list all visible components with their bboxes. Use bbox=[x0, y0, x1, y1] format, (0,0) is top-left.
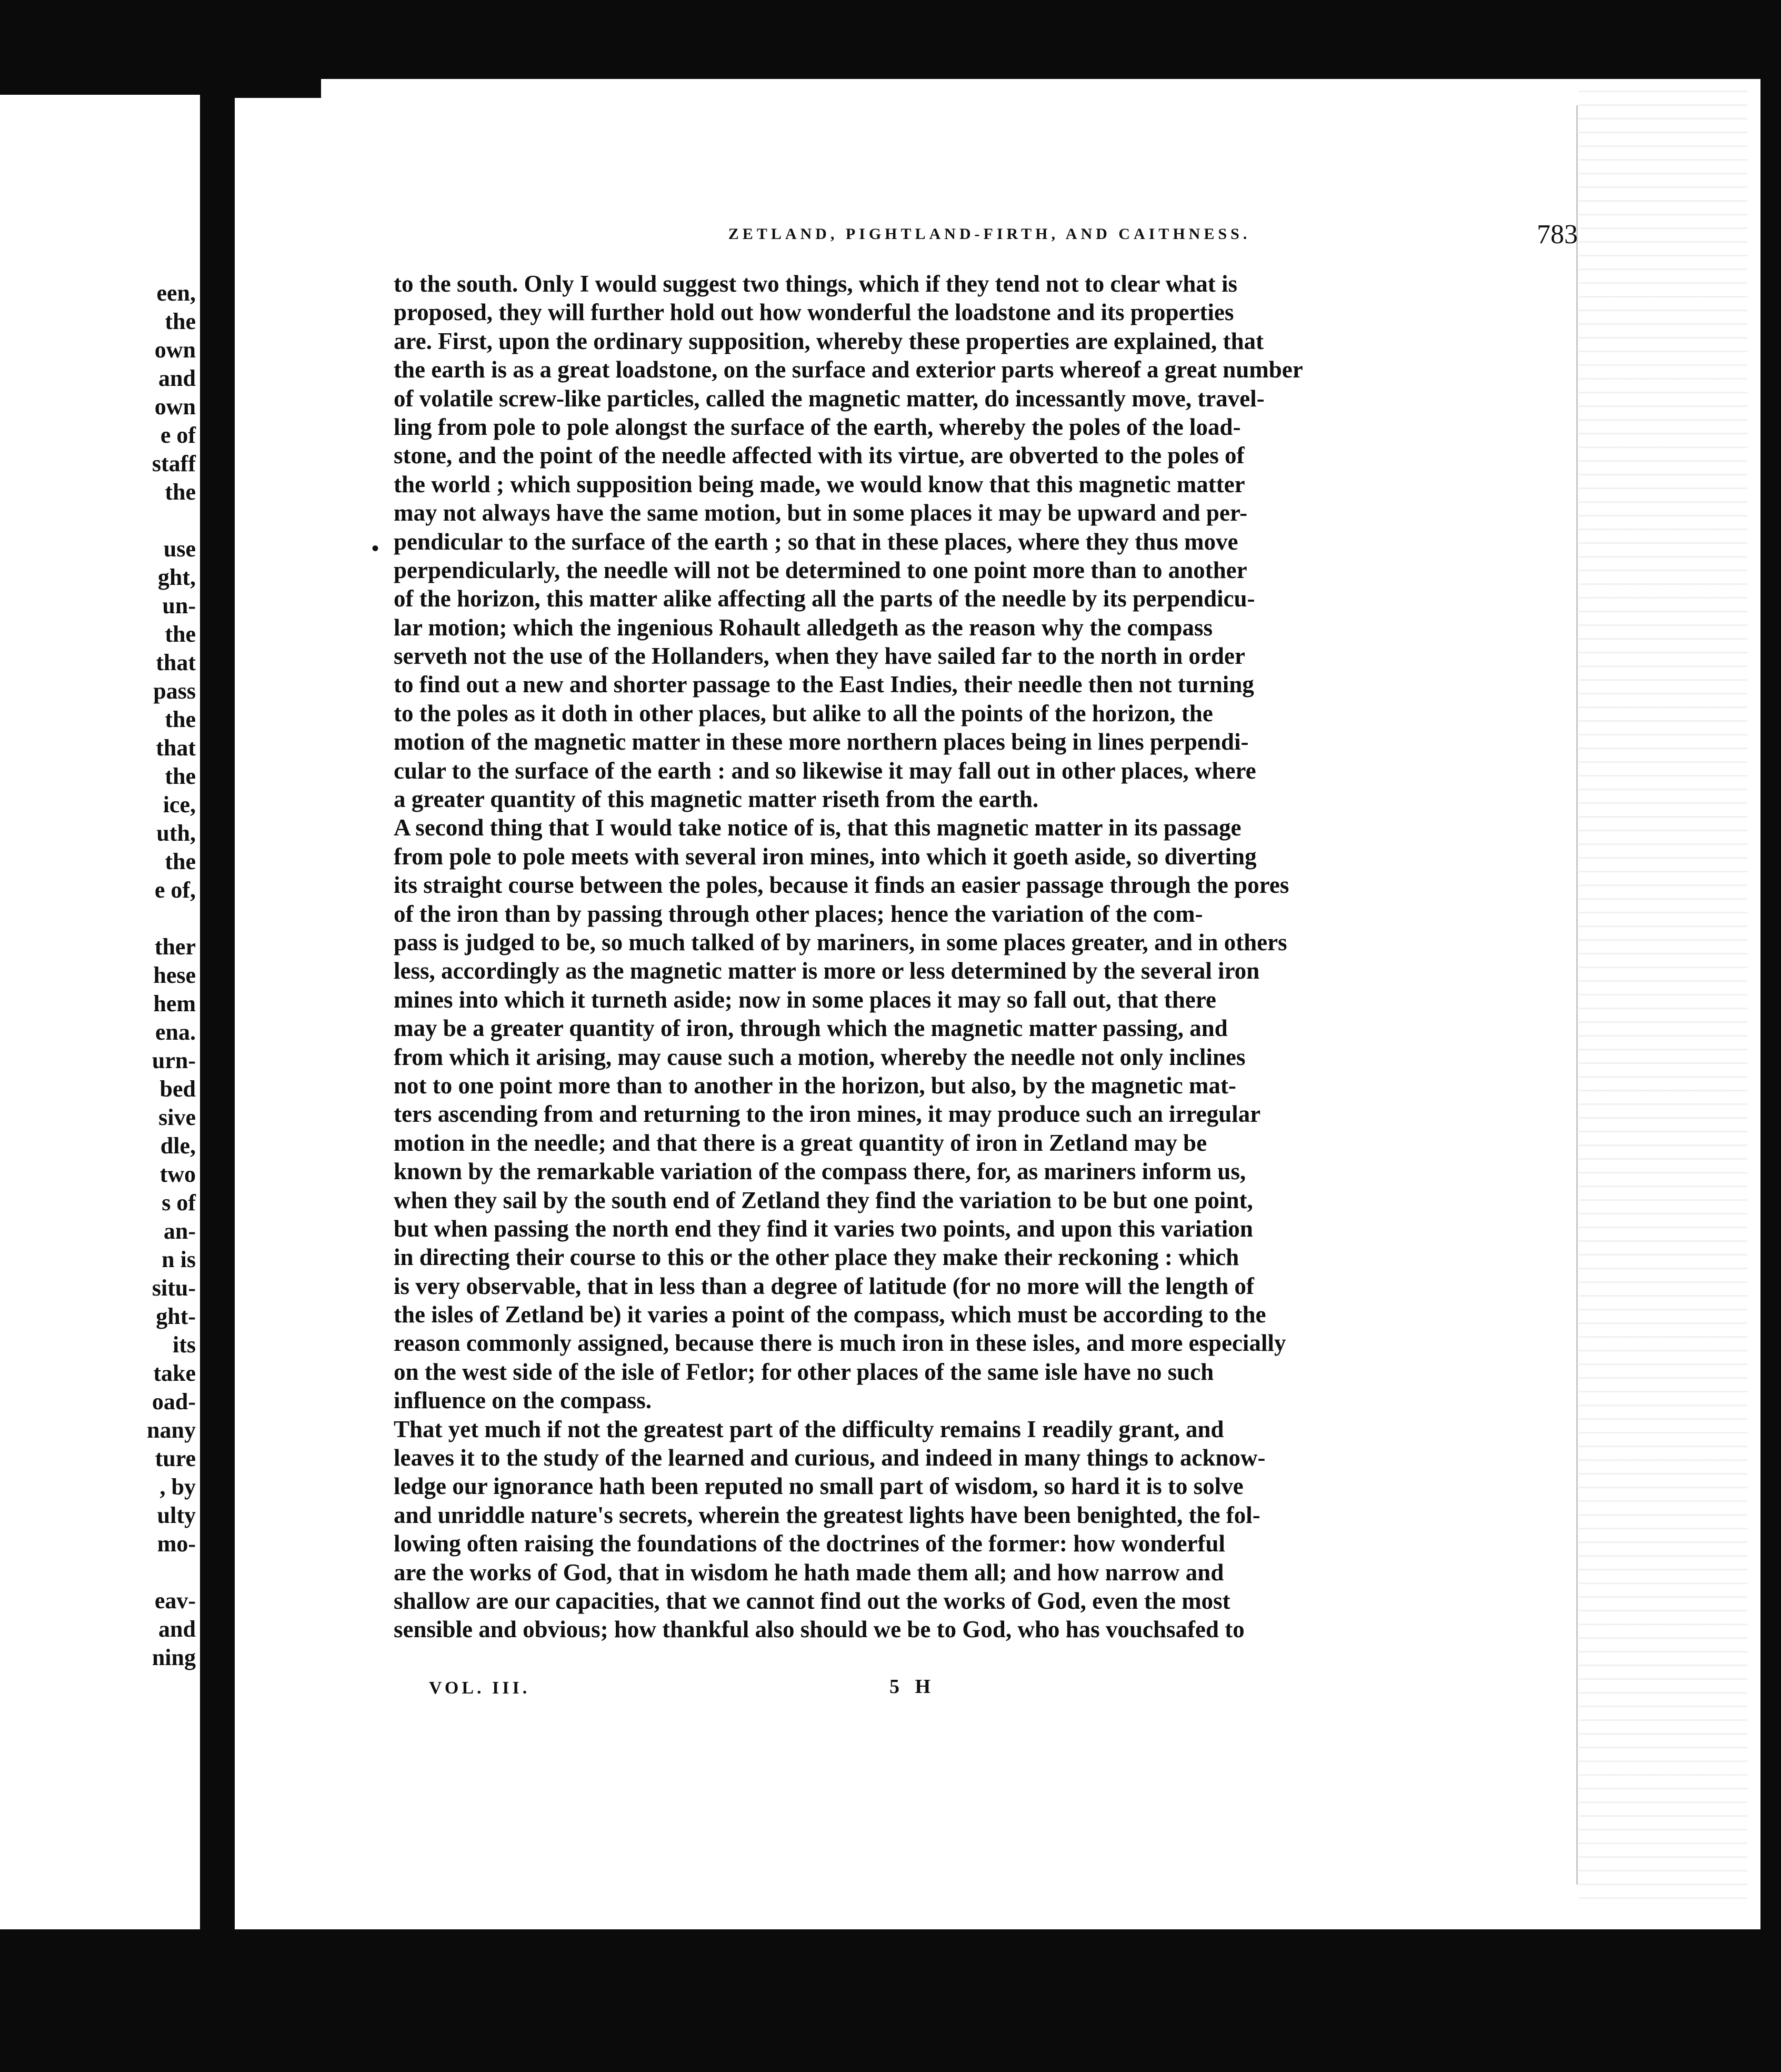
left-line-fragment: dle, bbox=[160, 1133, 196, 1159]
text-line: the isles of Zetland be) it varies a point of the compass, which must be according to the bbox=[394, 1301, 1266, 1328]
text-line: motion in the needle; and that there is a great quantity of iron in Zetland may be bbox=[394, 1129, 1207, 1156]
left-line-fragment: ght, bbox=[157, 564, 196, 590]
left-line-fragment: its bbox=[173, 1332, 196, 1358]
left-line-fragment: the bbox=[165, 763, 196, 789]
left-line-fragment: hem bbox=[153, 991, 196, 1017]
left-line-fragment: oad- bbox=[152, 1389, 196, 1414]
left-line-fragment: een, bbox=[156, 280, 196, 306]
text-line: pass is judged to be, so much talked of by mariners, in some places greater, and in others bbox=[394, 929, 1287, 955]
left-line-fragment: the bbox=[165, 706, 196, 732]
text-line: cular to the surface of the earth : and so likewise it may fall out in other places, where bbox=[394, 757, 1256, 784]
left-line-fragment: two bbox=[159, 1161, 196, 1187]
left-line-fragment bbox=[133, 1558, 196, 1587]
left-line-fragment bbox=[133, 506, 196, 535]
text-line: are the works of God, that in wisdom he hath made them all; and how narrow and bbox=[394, 1559, 1224, 1586]
left-line-fragment: an- bbox=[163, 1218, 196, 1244]
text-line: sensible and obvious; how thankful also should we be to God, who has vouchsafed to bbox=[394, 1616, 1245, 1643]
text-line: may not always have the same motion, but in some places it may be upward and per- bbox=[394, 500, 1248, 526]
left-line-fragment: ght- bbox=[156, 1303, 196, 1329]
left-line-fragment: n is bbox=[162, 1247, 196, 1272]
text-line: leaves it to the study of the learned and curious, and indeed in many things to acknow- bbox=[394, 1445, 1266, 1471]
left-line-fragment: situ- bbox=[152, 1275, 196, 1301]
text-line: ters ascending from and returning to the iron mines, it may produce such an irregular bbox=[394, 1101, 1261, 1128]
text-line: on the west side of the isle of Fetlor; for other places of the same isle have no such bbox=[394, 1358, 1214, 1385]
left-line-fragment: that bbox=[156, 735, 196, 761]
left-line-fragment bbox=[133, 904, 196, 933]
text-line: proposed, they will further hold out how wonderful the loadstone and its properties bbox=[394, 299, 1234, 326]
left-line-fragment: ning bbox=[152, 1645, 196, 1670]
left-line-fragment: ena. bbox=[155, 1019, 196, 1045]
left-line-fragment: eav- bbox=[154, 1588, 196, 1613]
footer-volume: VOL. III. bbox=[429, 1678, 531, 1698]
text-line: but when passing the north end they find it varies two points, and upon this variation bbox=[394, 1215, 1253, 1242]
left-line-fragment: urn- bbox=[152, 1048, 196, 1073]
text-line: may be a greater quantity of iron, through which the magnetic matter passing, and bbox=[394, 1015, 1228, 1042]
binding-bar bbox=[216, 79, 235, 1929]
text-line: That yet much if not the greatest part of the difficulty remains I readily grant, and bbox=[394, 1416, 1224, 1442]
text-line: lar motion; which the ingenious Rohault alledgeth as the reason why the compass bbox=[394, 614, 1213, 641]
left-page-fragment bbox=[0, 79, 200, 1929]
text-line: to the poles as it doth in other places, but alike to all the points of the horizon, the bbox=[394, 700, 1213, 726]
text-line: stone, and the point of the needle affected with its virtue, are obverted to the poles of bbox=[394, 442, 1245, 469]
text-line: are. First, upon the ordinary supposition, whereby these properties are explained, that bbox=[394, 327, 1264, 354]
left-line-fragment: e of bbox=[160, 422, 196, 448]
text-line: A second thing that I would take notice of is, that this magnetic matter in its passage bbox=[394, 814, 1242, 841]
left-page-line-endings bbox=[133, 279, 196, 1672]
left-line-fragment: the bbox=[165, 308, 196, 334]
left-line-fragment: take bbox=[153, 1360, 196, 1386]
text-line: of the iron than by passing through other places; hence the variation of the com- bbox=[394, 900, 1203, 927]
text-line: from pole to pole meets with several iron mines, into which it goeth aside, so diverting bbox=[394, 843, 1257, 870]
text-line: lowing often raising the foundations of the doctrines of the former: how wonderful bbox=[394, 1530, 1225, 1557]
left-line-fragment: ture bbox=[155, 1446, 196, 1471]
text-line: pendicular to the surface of the earth ; so that in these places, where they thus move bbox=[394, 528, 1238, 555]
left-line-fragment: un- bbox=[162, 593, 196, 619]
left-line-fragment: the bbox=[165, 621, 196, 647]
text-line: in directing their course to this or the other place they make their reckoning : which bbox=[394, 1244, 1239, 1271]
text-line: a greater quantity of this magnetic matter riseth from the earth. bbox=[394, 786, 1039, 813]
left-line-fragment: that bbox=[156, 650, 196, 675]
left-line-fragment: sive bbox=[158, 1104, 196, 1130]
text-line: from which it arising, may cause such a motion, whereby the needle not only inclines bbox=[394, 1043, 1246, 1070]
left-line-fragment: ice, bbox=[163, 792, 196, 818]
text-line: ledge our ignorance hath been reputed no small part of wisdom, so hard it is to solve bbox=[394, 1473, 1244, 1500]
left-line-fragment: e of, bbox=[154, 877, 196, 903]
page-number: 783 bbox=[1537, 220, 1578, 250]
text-line: to find out a new and shorter passage to the East Indies, their needle then not turning bbox=[394, 671, 1254, 698]
left-line-fragment: the bbox=[165, 849, 196, 874]
left-line-fragment: s of bbox=[162, 1190, 196, 1216]
left-line-fragment: own bbox=[154, 337, 196, 363]
left-line-fragment: ulty bbox=[157, 1502, 196, 1528]
text-line: mines into which it turneth aside; now in some places it may so fall out, that there bbox=[394, 986, 1216, 1013]
text-line: serveth not the use of the Hollanders, when they have sailed far to the north in order bbox=[394, 643, 1245, 670]
left-line-fragment: and bbox=[158, 1616, 196, 1642]
left-line-fragment: use bbox=[163, 536, 196, 562]
text-line: reason commonly assigned, because there is much iron in these isles, and more especially bbox=[394, 1330, 1286, 1357]
text-line: its straight course between the poles, because it finds an easier passage through the pores bbox=[394, 872, 1289, 899]
text-line: less, accordingly as the magnetic matter is more or less determined by the several iron bbox=[394, 958, 1260, 984]
footer-signature: 5 H bbox=[889, 1676, 936, 1698]
left-line-fragment: mo- bbox=[157, 1531, 196, 1557]
text-line: of volatile screw-like particles, called the magnetic matter, do incessantly move, travel- bbox=[394, 385, 1265, 412]
left-page-top-bar bbox=[0, 79, 200, 95]
left-line-fragment: uth, bbox=[156, 820, 196, 846]
text-line: is very observable, that in less than a degree of latitude (for no more will the length of bbox=[394, 1272, 1254, 1299]
text-line: the world ; which supposition being made, we would know that this magnetic matter bbox=[394, 471, 1245, 497]
left-line-fragment: and bbox=[158, 365, 196, 391]
text-line: motion of the magnetic matter in these more northern places being in lines perpendi- bbox=[394, 729, 1249, 755]
text-line: and unriddle nature's secrets, wherein the greatest lights have been benighted, the fol- bbox=[394, 1501, 1260, 1528]
text-line: perpendicularly, the needle will not be determined to one point more than to another bbox=[394, 556, 1247, 583]
text-line: not to one point more than to another in the horizon, but also, by the magnetic mat- bbox=[394, 1072, 1236, 1099]
scan-frame-right bbox=[1760, 0, 1781, 2072]
left-line-fragment: bed bbox=[159, 1076, 196, 1102]
text-line: known by the remarkable variation of the compass there, for, as mariners inform us, bbox=[394, 1158, 1246, 1185]
text-line: the earth is as a great loadstone, on the surface and exterior parts whereof a great number bbox=[394, 356, 1303, 383]
left-line-fragment: ther bbox=[154, 934, 196, 960]
text-line: of the horizon, this matter alike affecting all the parts of the needle by its perpendicu- bbox=[394, 585, 1255, 612]
left-line-fragment: staff bbox=[152, 451, 196, 476]
text-line: influence on the compass. bbox=[394, 1387, 652, 1414]
text-line: shallow are our capacities, that we cannot find out the works of God, even the most bbox=[394, 1587, 1230, 1614]
text-line: to the south. Only I would suggest two things, which if they tend not to clear what is bbox=[394, 271, 1238, 297]
running-head: ZETLAND, PIGHTLAND-FIRTH, AND CAITHNESS. bbox=[728, 225, 1251, 243]
margin-marker: • bbox=[372, 536, 379, 560]
page-gutter bbox=[200, 79, 216, 1932]
left-line-fragment: own bbox=[154, 394, 196, 420]
body-text bbox=[394, 270, 1620, 1644]
scan-frame-top bbox=[0, 0, 1781, 79]
left-line-fragment: nany bbox=[147, 1417, 196, 1443]
left-line-fragment: , by bbox=[159, 1474, 196, 1500]
scan-frame-bottom bbox=[0, 1929, 1781, 2072]
binding-top-edge bbox=[216, 79, 321, 98]
left-line-fragment: hese bbox=[153, 962, 196, 988]
left-line-fragment: the bbox=[165, 479, 196, 505]
text-line: when they sail by the south end of Zetland they find the variation to be but one point, bbox=[394, 1187, 1253, 1213]
right-page bbox=[216, 79, 1760, 1929]
text-line: ling from pole to pole alongst the surface of the earth, whereby the poles of the load- bbox=[394, 413, 1241, 440]
left-line-fragment: pass bbox=[153, 678, 196, 704]
